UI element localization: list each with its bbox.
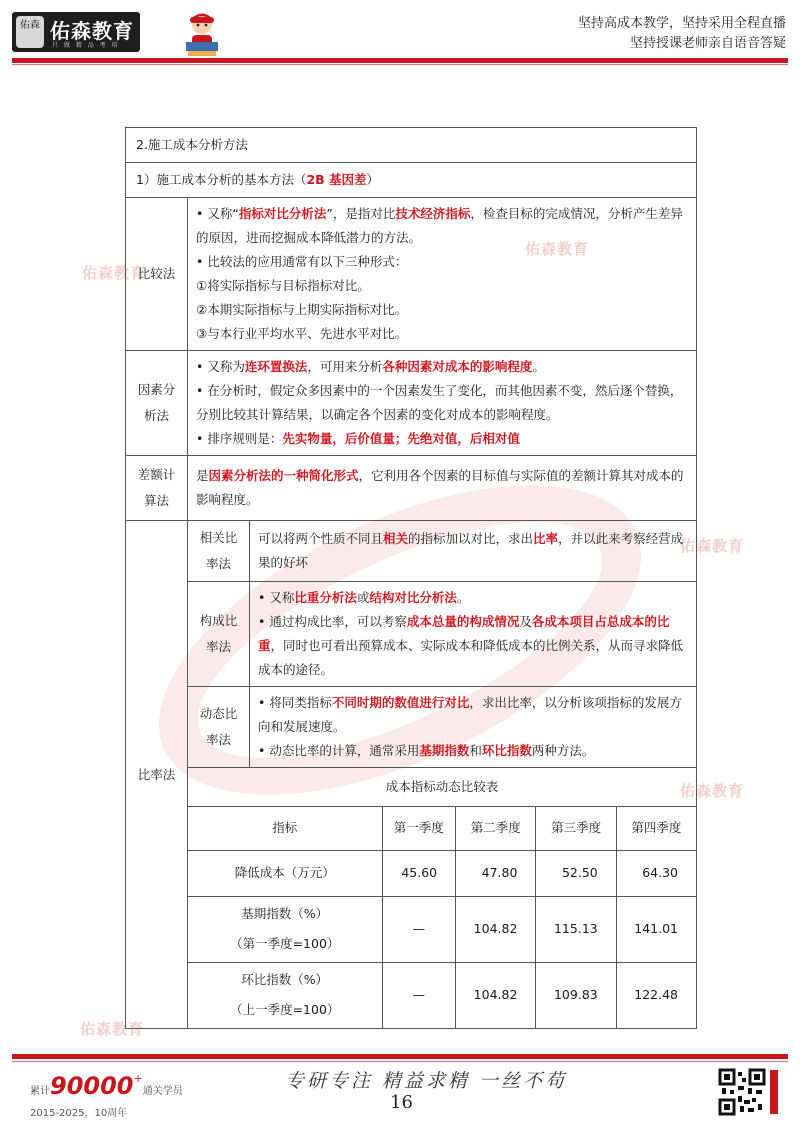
table-row-ratio-dynamic — [126, 687, 697, 768]
index-table-header: 指标 第一季度 第二季度 第三季度 第四季度 — [188, 806, 696, 850]
index-table-cell — [188, 768, 697, 1029]
watermark-text: 佑森教育 — [680, 537, 745, 555]
watermark-text: 佑森教育 — [525, 240, 590, 258]
table-row-difference — [126, 456, 697, 521]
sub-label-dynamic: 动态比 率法 — [188, 687, 250, 768]
content-composition: • 又称比重分析法或结构对比分析法。 • 通过构成比率，可以考察成本总量的构成情况及各成本项目占总成本的比重，同时也可看出预算成本、实际成本和降低成本的比例关系，从而寻求降低成本的途径。 — [250, 582, 697, 687]
footer-stat-number: 90000 — [50, 1072, 134, 1100]
footer-divider-thin — [12, 1061, 788, 1062]
row-label-comparison: 比较法 — [126, 198, 188, 351]
table-row: 降低成本（万元） 45.60 47.80 52.50 64.30 — [188, 850, 696, 896]
section-title: 2.施工成本分析方法 — [126, 128, 697, 163]
section-subtitle: 1）施工成本分析的基本方法（2B 基因差） — [126, 163, 697, 198]
brand-seal: 佑森 — [16, 16, 44, 48]
row-content-difference: 是因素分析法的一种简化形式，它利用各个因素的目标值与实际值的差额计算其对成本的影响程度。 — [188, 456, 697, 521]
page-number: 16 — [390, 1092, 413, 1113]
watermark-text: 佑森教育 — [680, 782, 745, 800]
content-relative: 可以将两个性质不同且相关的指标加以对比，求出比率，并以此来考察经营成果的好坏 — [250, 521, 697, 582]
footer-motto-signature: 专研专注 精益求精 一丝不苟 — [285, 1070, 568, 1092]
cost-analysis-table — [125, 127, 697, 1029]
footer-stat: 累计90000+通关学员 — [30, 1072, 183, 1100]
footer-divider — [12, 1054, 788, 1059]
sub-label-relative: 相关比 率法 — [188, 521, 250, 582]
index-table-caption: 成本指标动态比较表 — [188, 768, 696, 806]
row-content-factor: • 又称为连环置换法，可用来分析各种因素对成本的影响程度。 • 在分析时，假定众多因素中的一个因素发生了变化，而其他因素不变，然后逐个替换，分别比较其计算结果，以确定各个因素的变化对成本的影响程度。 • 排序规则是：先实物量，后价值量；先绝对值，后相对值 — [188, 351, 697, 456]
header-divider — [12, 58, 788, 63]
header-slogan-1: 坚持高成本教学，坚持采用全程直播 — [577, 16, 786, 31]
table-row: 基期指数（%） （第一季度=100） — 104.82 115.13 141.01 — [188, 896, 696, 962]
header-divider-thin — [12, 64, 788, 65]
row-label-ratio: 比率法 — [126, 521, 188, 1029]
table-row-index-table — [126, 768, 697, 1029]
table-row: 环比指数（%） （上一季度=100） — 104.82 109.83 122.48 — [188, 962, 696, 1028]
row-content-comparison: • 又称“指标对比分析法”，是指对比技术经济指标，检查目标的完成情况，分析产生差异的原因，进而挖掘成本降低潜力的方法。 • 比较法的应用通常有以下三种形式： ①将实际指标与目标指标对比。 ②本期实际指标与上期实际指标对比。 ③与本行业平均水平、先进水平对比。 — [188, 198, 697, 351]
brand-tagline: 只 做 精 品 考 培 — [52, 42, 120, 49]
table-row-comparison — [126, 198, 697, 351]
watermark-text: 佑森教育 — [82, 264, 147, 282]
row-label-difference: 差额计 算法 — [126, 456, 188, 521]
qr-accent-bar — [770, 1070, 778, 1114]
row-label-factor: 因素分 析法 — [126, 351, 188, 456]
mascot-illustration — [180, 10, 224, 58]
header-slogan-2: 坚持授课老师亲自语音答疑 — [629, 36, 786, 51]
brand-logo — [12, 12, 140, 52]
qr-code-icon — [718, 1068, 766, 1116]
sub-label-composition: 构成比 率法 — [188, 582, 250, 687]
content-dynamic: • 将同类指标不同时期的数值进行对比，求出比率，以分析该项指标的发展方向和发展速度。 • 动态比率的计算，通常采用基期指数和环比指数两种方法。 — [250, 687, 697, 768]
table-row-factor — [126, 351, 697, 456]
watermark-text: 佑森教育 — [80, 1020, 145, 1038]
brand-name: 佑森教育 — [50, 19, 134, 43]
table-row-ratio-relative — [126, 521, 697, 582]
table-row-ratio-composition — [126, 582, 697, 687]
mnemonic-highlight: 2B 基因差 — [306, 172, 367, 187]
dynamic-comparison-table — [188, 768, 696, 1028]
footer-years: 2015-2025，10周年 — [30, 1108, 128, 1119]
